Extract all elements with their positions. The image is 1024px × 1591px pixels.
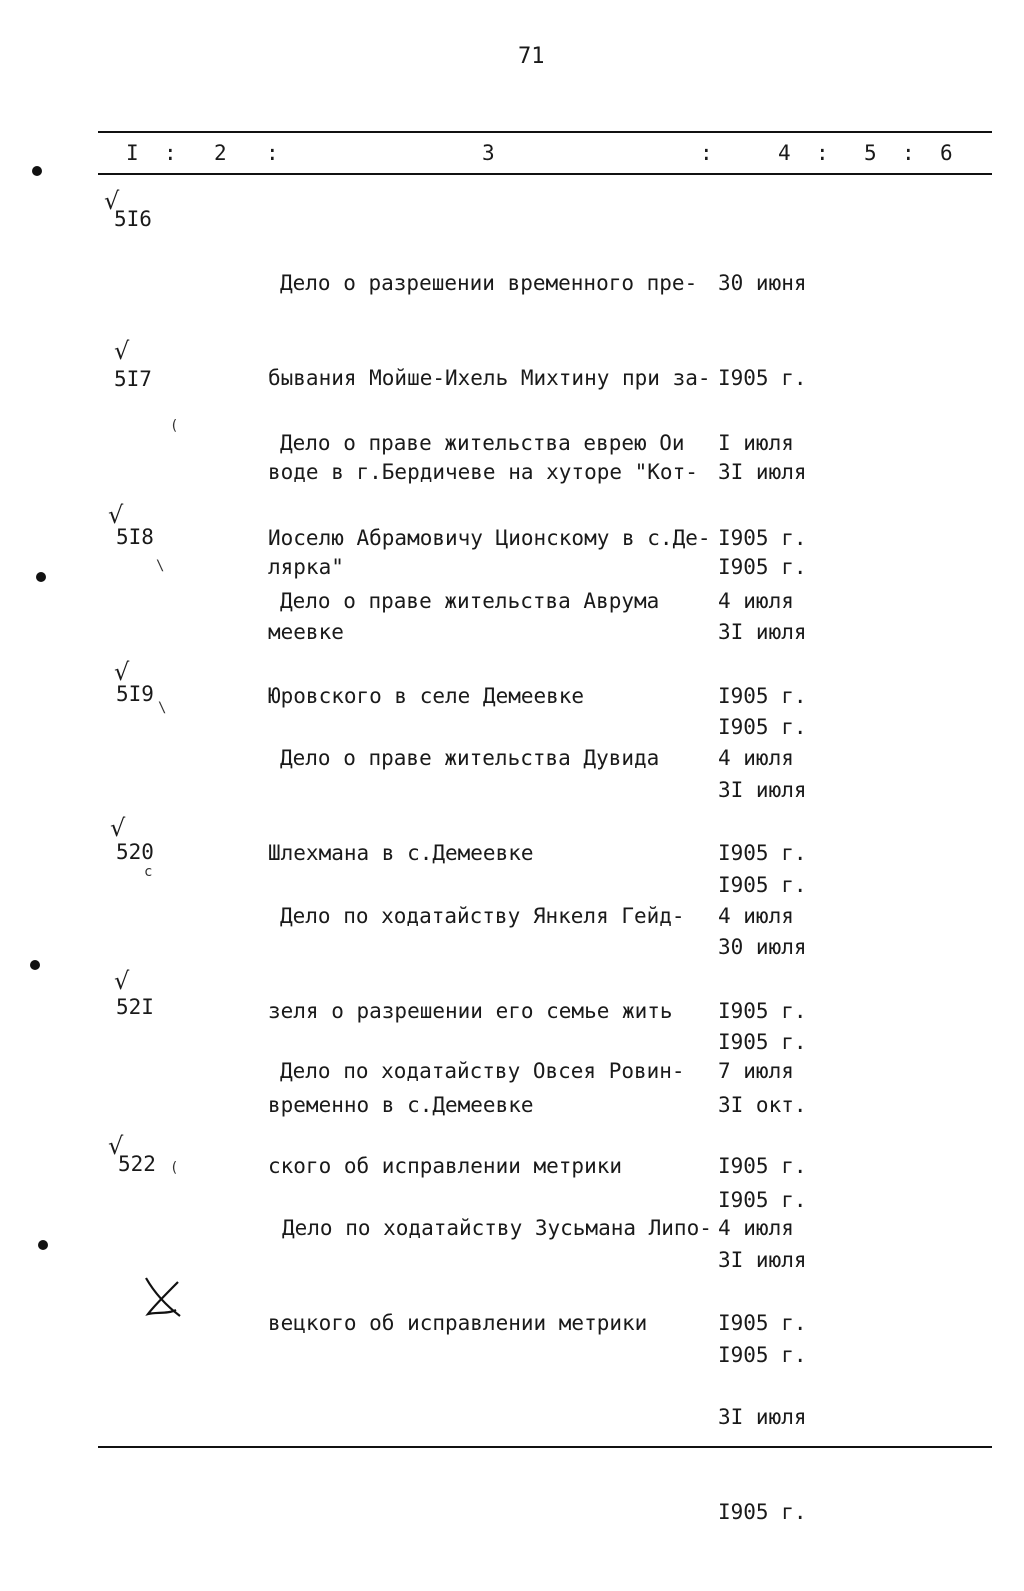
entry-number: 5I9 (116, 682, 154, 706)
description-line: Дело о праве жительства Аврума (280, 589, 660, 613)
header-col-1: I (126, 141, 139, 165)
checkmark-icon: √ (104, 187, 120, 215)
description-line: Шлехмана в с.Демеевке (268, 840, 534, 865)
checkmark-icon: √ (110, 814, 126, 842)
header-sep: : (266, 141, 279, 165)
date-line: 4 июля (718, 746, 794, 770)
description-line: Юровского в селе Демеевке (268, 683, 585, 708)
description-line: Дело о праве жительства еврею Ои (280, 431, 685, 455)
page-number: 71 (518, 44, 545, 69)
header-sep: : (700, 141, 713, 165)
header-col-6: 6 (940, 141, 953, 165)
stray-mark-icon: c (144, 864, 153, 880)
date-line: 4 июля (718, 589, 794, 613)
header-sep: : (902, 141, 915, 165)
date-line: 4 июля (718, 1216, 794, 1240)
entry-number: 5I8 (116, 525, 154, 549)
date-line: I905 г. (718, 1029, 807, 1054)
entry-number: 522 (118, 1152, 156, 1176)
date-line: 3I июля (718, 620, 807, 644)
date-line: I905 г. (718, 998, 807, 1023)
description-line: бывания Мойше-Ихель Михтину при за- (268, 365, 711, 390)
date-line: I905 г. (718, 840, 807, 865)
date-line: 4 июля (718, 904, 794, 928)
date-line: I905 г. (718, 714, 807, 739)
checkmark-icon: √ (108, 1132, 124, 1160)
entry-number: 520 (116, 840, 154, 864)
checkmark-icon: √ (114, 658, 130, 686)
description-line: вецкого об исправлении метрики (268, 1310, 648, 1335)
date-line: I905 г. (718, 525, 807, 550)
date-line: 3I окт. (718, 1093, 807, 1117)
date-line: 3I июля (718, 778, 807, 802)
description-line: Дело по ходатайству Овсея Ровин- (280, 1059, 685, 1083)
description-line: зеля о разрешении его семье жить (268, 998, 673, 1023)
description-line: Иоселю Абрамовичу Ционскому в с.Де- (268, 525, 711, 550)
entry-number: 5I6 (114, 207, 152, 231)
stray-mark-icon: ( (170, 418, 179, 434)
description-line: воде в г.Бердичеве на хуторе "Кот- (268, 460, 698, 484)
header-col-2: 2 (214, 141, 227, 165)
date-line: 30 июля (718, 935, 807, 959)
date-line: I905 г. (718, 1342, 807, 1367)
date-line: I июля (718, 431, 794, 455)
header-bottom-rule (98, 173, 992, 175)
date-line: I905 г. (718, 1310, 807, 1335)
binder-hole-icon (32, 166, 42, 176)
checkmark-icon: √ (108, 501, 124, 529)
date-line: I905 г. (718, 1499, 807, 1524)
description-line: Дело по ходатайству Янкеля Гейд- (280, 904, 685, 928)
description-line: ского об исправлении метрики (268, 1153, 623, 1178)
entry-dates (718, 1150, 828, 1591)
description-line: лярка" (268, 554, 344, 579)
binder-hole-icon (38, 1240, 48, 1250)
date-line: 3I июля (718, 1248, 807, 1272)
entry-description (268, 1150, 718, 1402)
date-line: 3I июля (718, 460, 807, 484)
description-line: Дело по ходатайству Зусьмана Липо- (282, 1216, 712, 1240)
description-line: меевке (268, 620, 344, 644)
date-line: I905 г. (718, 683, 807, 708)
date-line: I905 г. (718, 872, 807, 897)
header-col-3: 3 (482, 141, 495, 165)
stray-mark-icon: \ (156, 558, 165, 574)
date-line: 7 июля (718, 1059, 794, 1083)
header-sep: : (816, 141, 829, 165)
description-line: Дело о праве жительства Дувида (280, 746, 660, 770)
date-line: I905 г. (718, 1187, 807, 1212)
date-line: 3I июля (718, 1405, 807, 1429)
checkmark-icon: √ (114, 967, 130, 995)
date-line: 30 июня (718, 271, 807, 295)
entry-number: 52I (116, 995, 154, 1019)
date-line: I905 г. (718, 365, 807, 390)
header-sep: : (164, 141, 177, 165)
entry-522 (0, 1132, 1024, 1524)
stray-mark-icon: \ (158, 700, 167, 716)
header-top-rule (98, 131, 992, 133)
description-line: временно в с.Демеевке (268, 1093, 534, 1117)
header-col-4: 4 (778, 141, 791, 165)
description-line: Дело о разрешении временного пре- (280, 271, 698, 295)
stray-mark-icon: ( (170, 1160, 179, 1176)
header-col-5: 5 (864, 141, 877, 165)
binder-hole-icon (30, 960, 40, 970)
checkmark-icon: √ (114, 337, 130, 365)
binder-hole-icon (36, 572, 46, 582)
date-line: I905 г. (718, 554, 807, 579)
handwritten-mark-icon (140, 1272, 190, 1322)
entry-number: 5I7 (114, 367, 152, 391)
date-line: I905 г. (718, 1153, 807, 1178)
footer-rule (98, 1446, 992, 1448)
